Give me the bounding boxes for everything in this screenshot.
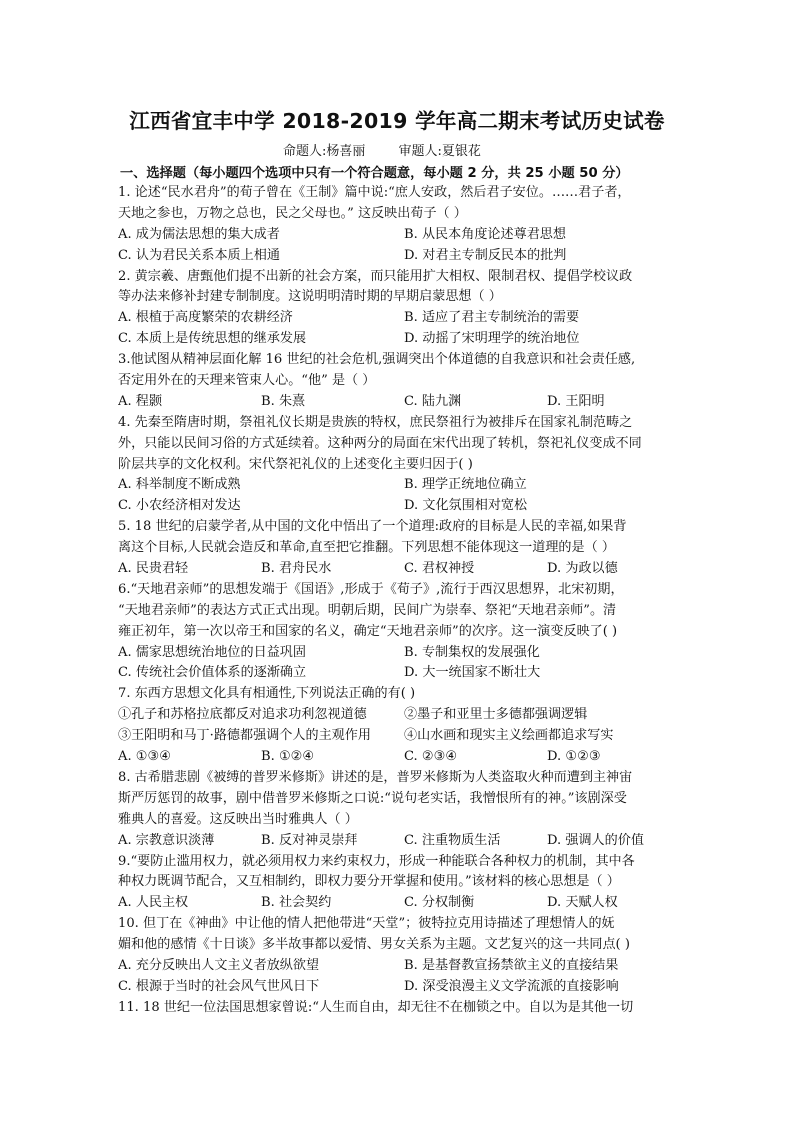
question-11 — [118, 998, 690, 1019]
option-row — [118, 329, 690, 350]
answer-option: D. ①②③ — [547, 749, 601, 765]
answer-option: A. 儒家思想统治地位的日益巩固 — [118, 644, 306, 660]
question-stem-line: 离这个目标,人民就会造反和革命,直至把它推翻。下列思想不能体现这一道理的是（ ） — [118, 540, 615, 556]
option-row — [118, 726, 690, 747]
answer-option: B. 专制集权的发展强化 — [404, 644, 540, 660]
answer-option: A. 宗教意识淡薄 — [118, 832, 215, 848]
option-row — [118, 831, 690, 852]
answer-option: B. 反对神灵崇拜 — [261, 832, 358, 848]
exam-title: 江西省宜丰中学 2018-2019 学年高二期末考试历史试卷 — [129, 109, 665, 133]
question-stem-line: 雅典人的喜爱。这反映出当时雅典人（ ） — [118, 811, 358, 827]
option-row — [118, 225, 690, 246]
answer-option: C. 根源于当时的社会风气世风日下 — [118, 978, 320, 994]
answer-option: A. 民贵君轻 — [118, 561, 189, 577]
question-stem-line: 外，只能以民间习俗的方式延续着。这种两分的局面在宋代出现了转机，祭祀礼仪变成不同 — [118, 435, 642, 451]
option-row — [118, 705, 690, 726]
answer-option: D. 动摇了宋明理学的统治地位 — [404, 331, 580, 347]
answer-option: A. 成为儒法思想的集大成者 — [118, 226, 280, 242]
option-row — [118, 956, 690, 977]
section-header: 一、选择题（每小题四个选项中只有一个符合题意，每小题 2 分，共 25 小题 50 分） — [120, 166, 629, 181]
answer-option: C. 传统社会价值体系的逐渐确立 — [118, 665, 307, 681]
option-row — [118, 496, 690, 517]
answer-option: B. ①②④ — [261, 749, 315, 765]
answer-option: D. 文化氛围相对宽松 — [404, 498, 528, 514]
answer-option: A. 充分反映出人文主义者放纵欲望 — [118, 957, 320, 973]
question-stem-line: 7. 东西方思想文化具有相通性,下列说法正确的有( ) — [118, 686, 416, 702]
answer-option: A. 科举制度不断成熟 — [118, 477, 241, 493]
answer-option: A. 人民主权 — [118, 895, 189, 911]
question-stem-line: 否定用外在的天理来管束人心。“他” 是（ ） — [118, 373, 376, 389]
question-stem-line: 11. 18 世纪一位法国思想家曾说:“人生而自由，却无往不在枷锁之中。自以为是其他一切 — [118, 999, 634, 1015]
answer-option: B. 适应了君主专制统治的需要 — [404, 310, 580, 326]
option-row — [118, 893, 690, 914]
question-stem-line: 2. 黄宗羲、唐甄他们提不出新的社会方案，而只能用扩大相权、限制君权、提倡学校议政 — [118, 268, 633, 284]
answer-option: C. 分权制衡 — [404, 895, 475, 911]
question-10 — [118, 914, 690, 998]
question-stem-line: “天地君亲师”的表达方式正式出现。明朝后期，民间广为崇奉、祭祀“天地君亲师”。清 — [118, 602, 617, 618]
question-stem-line: 种权力既调节配合，又互相制约，即权力要分开掌握和使用。”该材料的核心思想是（ ） — [118, 874, 620, 890]
question-stem-line: 4. 先秦至隋唐时期，祭祖礼仪长期是贵族的特权，庶民祭祖行为被排斥在国家礼制范畴之 — [118, 414, 633, 430]
answer-option: C. 小农经济相对发达 — [118, 498, 241, 514]
answer-option: A. 程颢 — [118, 393, 162, 409]
question-list — [118, 183, 690, 1019]
answer-option: C. 君权神授 — [404, 561, 475, 577]
answer-option: B. 社会契约 — [261, 895, 332, 911]
question-stem-line: 6.“天地君亲师”的思想发端于《国语》,形成于《荀子》,流行于西汉思想界，北宋初期， — [118, 581, 624, 597]
question-stem-line: 斯严厉惩罚的故事，剧中借普罗米修斯之口说:“说句老实话，我憎恨所有的神。”该剧深受 — [118, 790, 627, 806]
answer-option: A. ①③④ — [118, 749, 171, 765]
exam-authors: 命题人:杨喜丽 审题人:夏银花 — [283, 144, 481, 159]
question-stem-line: 3.他试图从精神层面化解 16 世纪的社会危机,强调突出个体道德的自我意识和社会责任感, — [118, 352, 636, 368]
answer-option: D. 对君主专制反民本的批判 — [404, 247, 567, 263]
answer-option: C. 认为君民关系本质上相通 — [118, 247, 280, 263]
question-stem-line: 雍正初年，第一次以帝王和国家的名义，确定“天地君亲师”的次序。这一演变反映了( ) — [118, 623, 618, 639]
answer-option: ④山水画和现实主义绘画都追求写实 — [404, 728, 614, 744]
answer-option: A. 根植于高度繁荣的农耕经济 — [118, 310, 293, 326]
answer-option: C. ②③④ — [404, 749, 458, 765]
answer-option: ②墨子和亚里士多德都强调逻辑 — [404, 707, 588, 723]
question-stem-line: 媚和他的感情《十日谈》多半故事都以爱情、男女关系为主题。文艺复兴的这一共同点( ) — [118, 937, 630, 953]
question-6 — [118, 580, 690, 684]
option-row — [118, 559, 690, 580]
question-9 — [118, 852, 690, 915]
question-stem-line: 5. 18 世纪的启蒙学者,从中国的文化中悟出了一个道理:政府的目标是人民的幸福,如果背 — [118, 519, 627, 535]
option-row — [118, 747, 690, 768]
answer-option: D. 王阳明 — [547, 393, 605, 409]
question-stem-line: 8. 古希腊悲剧《被缚的普罗米修斯》讲述的是，普罗米修斯为人类盗取火种而遭到主神宙 — [118, 769, 633, 785]
question-stem-line: 9.“要防止滥用权力，就必须用权力来约束权力，形成一种能联合各种权力的机制，其中各 — [118, 853, 635, 869]
option-row — [118, 392, 690, 413]
option-row — [118, 308, 690, 329]
option-row — [118, 663, 690, 684]
answer-option: B. 从民本角度论述尊君思想 — [404, 226, 566, 242]
question-8 — [118, 768, 690, 852]
question-stem-line: 天地之参也，万物之总也，民之父母也。” 这反映出荀子（ ） — [118, 205, 467, 221]
question-3 — [118, 350, 690, 413]
question-2 — [118, 267, 690, 351]
answer-option: C. 本质上是传统思想的继承发展 — [118, 331, 307, 347]
answer-option: ①孔子和苏格拉底都反对追求功利忽视道德 — [118, 707, 367, 723]
answer-option: B. 是基督教宣扬禁欲主义的直接结果 — [404, 957, 619, 973]
option-row — [118, 977, 690, 998]
answer-option: D. 大一统国家不断壮大 — [404, 665, 541, 681]
question-5 — [118, 517, 690, 580]
question-7 — [118, 684, 690, 768]
question-stem-line: 10. 但丁在《神曲》中让他的情人把他带进“天堂”；彼特拉克用诗描述了理想情人的妩 — [118, 916, 615, 932]
answer-option: D. 为政以德 — [547, 561, 618, 577]
answer-option: C. 注重物质生活 — [404, 832, 501, 848]
answer-option: B. 朱熹 — [261, 393, 306, 409]
answer-option: D. 强调人的价值 — [547, 832, 644, 848]
answer-option: C. 陆九渊 — [404, 393, 462, 409]
question-4 — [118, 413, 690, 517]
answer-option: B. 理学正统地位确立 — [404, 477, 527, 493]
question-stem-line: 阶层共享的文化权利。宋代祭祀礼仪的上述变化主要归因于( ) — [118, 456, 473, 472]
answer-option: D. 深受浪漫主义文学流派的直接影响 — [404, 978, 619, 994]
question-stem-line: 等办法来修补封建专制制度。这说明明清时期的早期启蒙思想（ ） — [118, 289, 502, 305]
answer-option: ③王阳明和马丁·路德都强调个人的主观作用 — [118, 728, 371, 744]
answer-option: D. 天赋人权 — [547, 895, 618, 911]
question-stem-line: 1. 论述“民水君舟”的荀子曾在《王制》篇中说:“庶人安政，然后君子安位。……君子者， — [118, 185, 631, 200]
option-row — [118, 643, 690, 664]
answer-option: B. 君舟民水 — [261, 561, 332, 577]
option-row — [118, 475, 690, 496]
option-row — [118, 246, 690, 267]
question-1 — [118, 183, 690, 267]
